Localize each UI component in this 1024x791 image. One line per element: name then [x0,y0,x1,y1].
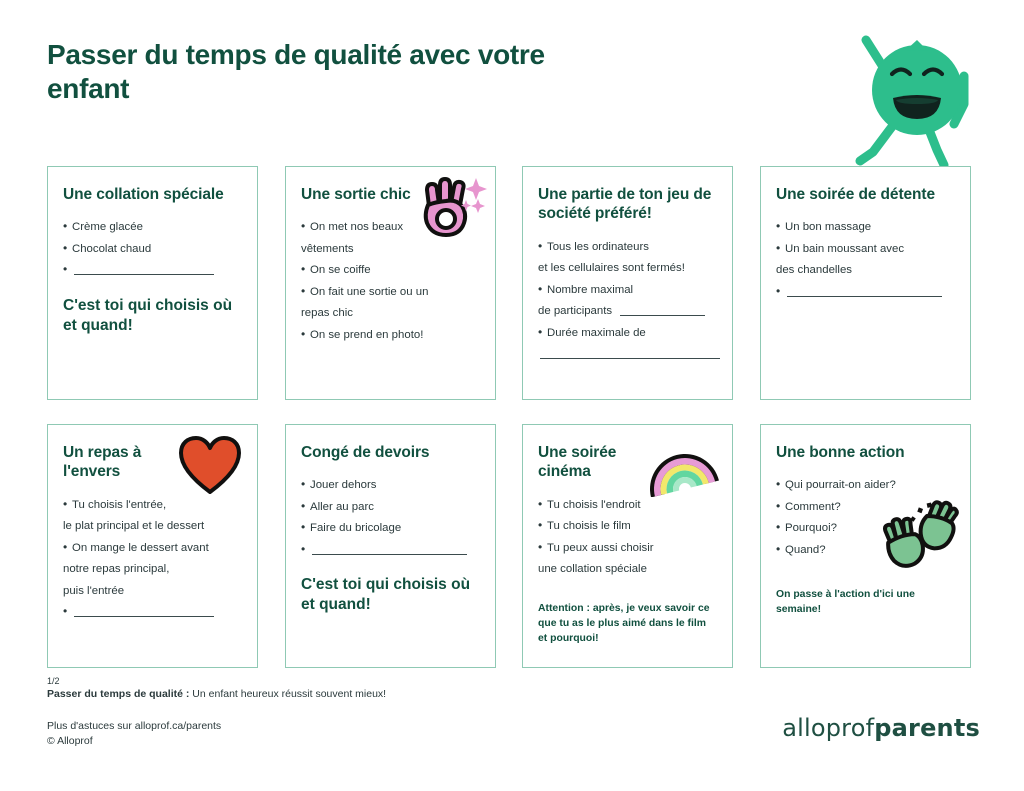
card-bullet-item: • On fait une sortie ou un [301,283,481,301]
card-bullet-item [301,541,481,559]
logo-alloprof: alloprof [782,714,875,742]
card-bullet-item [538,345,718,363]
card-bullet-item: repas chic [301,307,353,320]
card-bullet-item: une collation spéciale [538,563,647,576]
card-conge-devoirs[interactable] [285,424,496,668]
fill-in-blank-line[interactable] [74,264,214,275]
card-bullet-item: • Comment? [776,498,956,516]
footer-page-number: 1/2 [47,676,60,686]
card-bullet-item: de participants [538,302,718,320]
fill-in-blank-line[interactable] [74,606,214,617]
card-title: Un repas à l'envers [63,444,142,481]
card-bullets [538,496,718,579]
card-bullets [538,238,718,364]
card-bullet-item [776,283,956,301]
card-bullet-item: • Un bon massage [776,218,956,236]
footer-strapline-rest: Un enfant heureux réussit souvent mieux! [189,688,387,700]
card-collation-speciale[interactable] [47,166,258,400]
card-repas-envers[interactable] [47,424,258,668]
card-bullet-item: • Qui pourrait-on aider? [776,476,956,494]
card-bullet-item: • Quand? [776,541,956,559]
fill-in-blank-line[interactable] [620,305,705,316]
card-bullet-item: • Crème glacée [63,218,243,236]
card-bullet-item: des chandelles [776,264,852,277]
card-bullet-item: et les cellulaires sont fermés! [538,262,685,275]
card-bullet-item: • Tu choisis l'endroit [538,496,718,514]
card-bullet-item [63,603,243,621]
card-tagline: C'est toi qui choisis où et quand! [63,296,233,334]
card-sortie-chic[interactable] [285,166,496,400]
card-bullet-item: • Tous les ordinateurs [538,238,718,256]
card-bullet-item: • Chocolat chaud [63,240,243,258]
card-note: Attention : après, je veux savoir ce que tu as le plus aimé dans le film et pourquoi! [538,602,710,644]
card-bullet-item: puis l'entrée [63,584,125,597]
card-bullet-item: • Aller au parc [301,498,481,516]
card-bullets [301,476,481,559]
card-bullet-item: • Durée maximale de [538,324,718,342]
fill-in-blank-line[interactable] [312,544,467,555]
card-bullet-item: • Tu choisis le film [538,517,718,535]
card-bullet-item: • On mange le dessert avant [63,539,243,557]
card-bullets [63,496,243,622]
rainbow-icon [646,437,724,502]
ok-hand-sparkles-icon [415,173,489,244]
card-bullet-item: • On se coiffe [301,261,481,279]
fill-in-blank-line[interactable] [540,348,720,359]
alloprof-parents-logo [782,714,980,742]
card-bullet-item: • Tu peux aussi choisir [538,539,718,557]
card-bullet-item: • Faire du bricolage [301,519,481,537]
footer-more-tips: Plus d'astuces sur alloprof.ca/parents [47,720,222,732]
logo-parents: parents [874,714,980,742]
card-bullet-item: • On se prend en photo! [301,326,481,344]
card-title: Une partie de ton jeu de société préféré! [538,186,712,223]
clapping-hands-icon [878,498,962,575]
card-title: Une soirée de détente [776,186,935,203]
card-title: Une bonne action [776,444,905,461]
card-bonne-action[interactable] [760,424,971,668]
card-title: Congé de devoirs [301,444,430,461]
card-bullet-item: • On met nos beaux [301,218,481,236]
footer-copyright: © Alloprof [47,735,93,747]
footer-strapline [47,688,386,700]
card-title: Une soirée cinéma [538,444,617,481]
card-bullet-item: • Nombre maximal [538,281,718,299]
card-tagline: C'est toi qui choisis où et quand! [301,576,471,614]
card-bullets [776,218,956,301]
page-title: Passer du temps de qualité avec votre enfant [47,39,545,105]
card-bullets [63,218,243,279]
card-bullet-item: • Jouer dehors [301,476,481,494]
footer-strapline-bold: Passer du temps de qualité : [47,688,190,700]
heart-icon [177,435,243,500]
card-soiree-cinema[interactable] [522,424,733,668]
card-title: Une collation spéciale [63,186,224,203]
card-note: On passe à l'action d'ici une semaine! [776,589,915,616]
card-title: Une sortie chic [301,186,411,203]
card-bullet-item: • Tu choisis l'entrée, [63,496,243,514]
card-bullet-item: • Un bain moussant avec [776,240,956,258]
card-soiree-detente[interactable] [760,166,971,400]
card-bullet-item: • Pourquoi? [776,519,956,537]
card-bullet-item: vêtements [301,242,354,255]
fill-in-blank-line[interactable] [787,286,942,297]
card-bullet-item: notre repas principal, [63,563,170,576]
card-bullet-item: le plat principal et le dessert [63,520,205,533]
card-jeu-societe[interactable] [522,166,733,400]
card-bullet-item [63,261,243,279]
